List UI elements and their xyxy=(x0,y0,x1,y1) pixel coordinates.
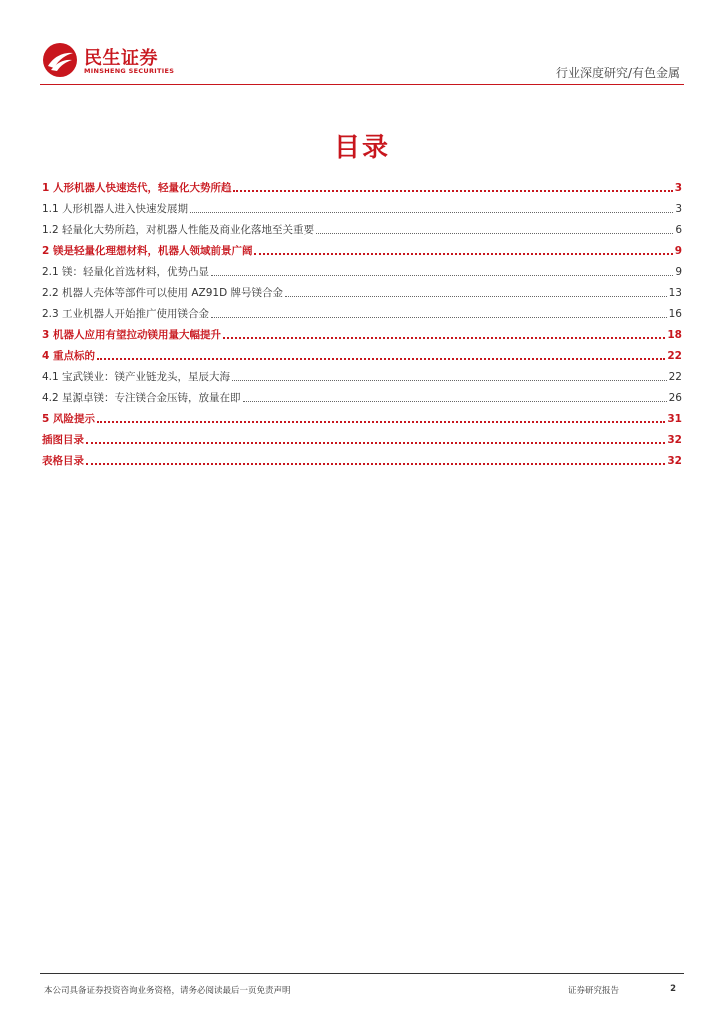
toc-leader-dots xyxy=(211,317,667,318)
page-number: 2 xyxy=(670,984,676,994)
table-of-contents xyxy=(42,174,682,468)
toc-entry[interactable] xyxy=(42,405,682,426)
toc-entry-page: 22 xyxy=(667,350,682,362)
toc-entry-title: 5 风险提示 xyxy=(42,413,95,425)
toc-leader-dots xyxy=(285,296,667,297)
toc-entry[interactable] xyxy=(42,174,682,195)
toc-entry-title: 1 人形机器人快速迭代，轻量化大势所趋 xyxy=(42,182,232,194)
toc-entry[interactable] xyxy=(42,216,682,237)
toc-leader-dots xyxy=(316,233,673,234)
footer-divider xyxy=(40,973,684,974)
toc-leader-dots xyxy=(97,358,665,360)
toc-leader-dots xyxy=(86,442,665,444)
report-category: 行业深度研究/有色金属 xyxy=(555,66,680,80)
toc-entry-page: 9 xyxy=(674,245,682,257)
toc-entry-title: 2.1 镁：轻量化首选材料，优势凸显 xyxy=(42,266,210,278)
toc-entry[interactable] xyxy=(42,447,682,468)
toc-leader-dots xyxy=(190,212,673,213)
toc-entry-page: 32 xyxy=(667,455,682,467)
toc-entry-page: 32 xyxy=(667,434,682,446)
toc-entry[interactable] xyxy=(42,195,682,216)
toc-entry-title: 3 机器人应用有望拉动镁用量大幅提升 xyxy=(42,329,221,341)
toc-entry[interactable] xyxy=(42,363,682,384)
toc-entry-page: 3 xyxy=(675,203,682,215)
toc-entry-page: 31 xyxy=(667,413,682,425)
toc-leader-dots xyxy=(243,401,667,402)
footer-disclaimer: 本公司具备证券投资咨询业务资格，请务必阅读最后一页免责声明 xyxy=(44,986,291,996)
toc-entry-title: 2.3 工业机器人开始推广使用镁合金 xyxy=(42,308,210,320)
toc-leader-dots xyxy=(223,337,665,339)
toc-entry[interactable] xyxy=(42,300,682,321)
toc-entry-title: 4 重点标的 xyxy=(42,350,95,362)
toc-leader-dots xyxy=(232,380,667,381)
toc-entry[interactable] xyxy=(42,279,682,300)
toc-entry-page: 26 xyxy=(668,392,682,404)
toc-entry-title: 表格目录 xyxy=(42,455,84,467)
toc-entry-title: 2.2 机器人壳体等部件可以使用 AZ91D 牌号镁合金 xyxy=(42,287,284,299)
toc-leader-dots xyxy=(254,253,672,255)
toc-entry-page: 13 xyxy=(668,287,682,299)
toc-entry-page: 22 xyxy=(668,371,682,383)
toc-entry[interactable] xyxy=(42,258,682,279)
toc-entry[interactable] xyxy=(42,342,682,363)
toc-entry[interactable] xyxy=(42,237,682,258)
toc-entry[interactable] xyxy=(42,321,682,342)
toc-entry-title: 1.1 人形机器人进入快速发展期 xyxy=(42,203,189,215)
toc-leader-dots xyxy=(233,190,672,192)
toc-entry-title: 插图目录 xyxy=(42,434,84,446)
toc-entry-page: 18 xyxy=(667,329,682,341)
page-header xyxy=(40,38,684,84)
toc-entry-page: 6 xyxy=(675,224,682,236)
toc-title: 目录 xyxy=(333,133,390,163)
minsheng-logo xyxy=(42,42,202,82)
header-divider xyxy=(40,84,684,85)
toc-leader-dots xyxy=(211,275,673,276)
toc-leader-dots xyxy=(86,463,665,465)
toc-entry[interactable] xyxy=(42,384,682,405)
minsheng-logo-icon xyxy=(42,42,78,78)
toc-entry[interactable] xyxy=(42,426,682,447)
toc-entry-page: 3 xyxy=(674,182,682,194)
toc-leader-dots xyxy=(97,421,665,423)
toc-entry-title: 1.2 轻量化大势所趋，对机器人性能及商业化落地至关重要 xyxy=(42,224,315,236)
toc-entry-title: 4.1 宝武镁业：镁产业链龙头，星辰大海 xyxy=(42,371,231,383)
footer-report-type: 证券研究报告 xyxy=(568,986,620,996)
toc-entry-title: 2 镁是轻量化理想材料，机器人领域前景广阔 xyxy=(42,245,253,257)
toc-entry-page: 9 xyxy=(675,266,682,278)
toc-entry-page: 16 xyxy=(668,308,682,320)
toc-entry-title: 4.2 星源卓镁：专注镁合金压铸，放量在即 xyxy=(42,392,241,404)
brand-name-cn: 民生证券 xyxy=(84,48,158,69)
brand-name-en: MINSHENG SECURITIES xyxy=(84,67,175,75)
